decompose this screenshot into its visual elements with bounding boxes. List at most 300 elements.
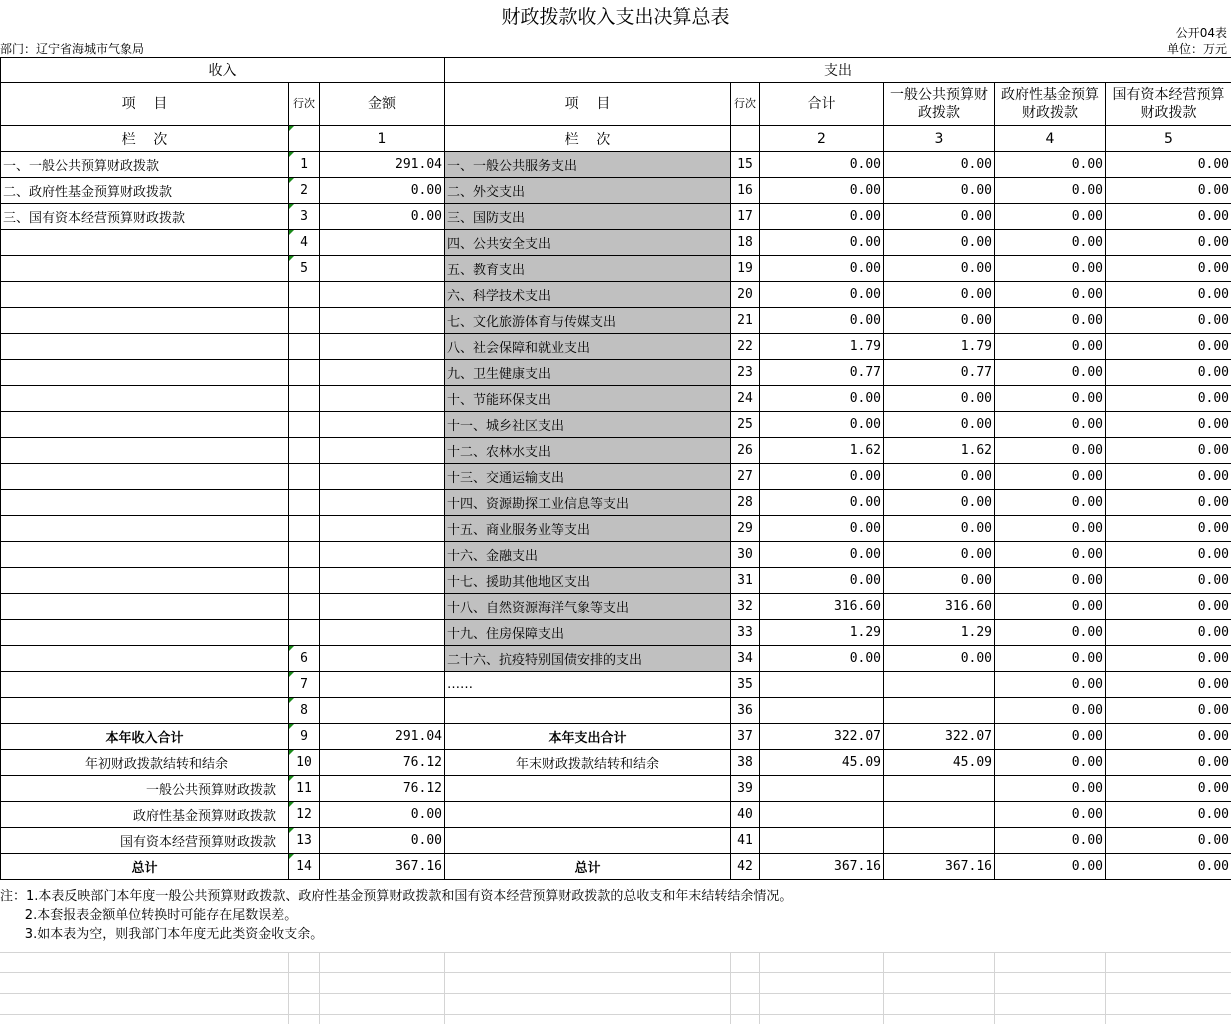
expense-state-capital: 0.00 <box>1106 854 1231 880</box>
summary-row <box>1 802 1231 828</box>
expense-rowno: 31 <box>731 568 760 594</box>
col4-label: 4 <box>995 126 1106 152</box>
income-amount <box>320 386 445 412</box>
expense-general-budget <box>884 672 995 698</box>
income-amount: 291.04 <box>320 152 445 178</box>
expense-rowno: 32 <box>731 594 760 620</box>
expense-item: 十八、自然资源海洋气象等支出 <box>445 594 731 620</box>
income-item: 年初财政拨款结转和结余 <box>1 750 289 776</box>
expense-general-budget: 0.00 <box>884 490 995 516</box>
empty-sheet-grid <box>0 952 1231 1024</box>
table-row <box>1 464 1231 490</box>
expense-item <box>445 802 731 828</box>
expense-state-capital: 0.00 <box>1106 828 1231 854</box>
expense-rowno: 15 <box>731 152 760 178</box>
expense-rowno: 30 <box>731 542 760 568</box>
total-header: 合计 <box>760 83 884 126</box>
income-amount <box>320 230 445 256</box>
table-row <box>1 360 1231 386</box>
expense-rowno: 29 <box>731 516 760 542</box>
expense-item: 二十六、抗疫特别国债安排的支出 <box>445 646 731 672</box>
expense-total <box>760 776 884 802</box>
expense-total: 0.00 <box>760 178 884 204</box>
expense-rowno: 42 <box>731 854 760 880</box>
income-amount <box>320 282 445 308</box>
expense-state-capital: 0.00 <box>1106 204 1231 230</box>
income-rowno: 4 <box>289 230 320 256</box>
expense-total: 0.00 <box>760 542 884 568</box>
income-item <box>1 360 289 386</box>
expense-gov-fund: 0.00 <box>995 828 1106 854</box>
expense-general-budget: 322.07 <box>884 724 995 750</box>
income-amount <box>320 490 445 516</box>
expense-rowno-header: 行次 <box>731 83 760 126</box>
expense-state-capital: 0.00 <box>1106 360 1231 386</box>
expense-item: 十九、住房保障支出 <box>445 620 731 646</box>
expense-rowno: 38 <box>731 750 760 776</box>
expense-total: 0.77 <box>760 360 884 386</box>
income-rowno: 3 <box>289 204 320 230</box>
expense-item: 本年支出合计 <box>445 724 731 750</box>
expense-total: 0.00 <box>760 490 884 516</box>
expense-state-capital: 0.00 <box>1106 698 1231 724</box>
expense-general-budget: 0.00 <box>884 230 995 256</box>
expense-total <box>760 828 884 854</box>
expense-state-capital: 0.00 <box>1106 542 1231 568</box>
expense-general-budget: 0.00 <box>884 178 995 204</box>
expense-item: 三、国防支出 <box>445 204 731 230</box>
table-row <box>1 386 1231 412</box>
expense-state-capital: 0.00 <box>1106 724 1231 750</box>
expense-item: 十二、农林水支出 <box>445 438 731 464</box>
expense-state-capital: 0.00 <box>1106 282 1231 308</box>
expense-item: 十四、资源勘探工业信息等支出 <box>445 490 731 516</box>
report-title: 财政拨款收入支出决算总表 <box>501 6 730 28</box>
table-row <box>1 334 1231 360</box>
expense-gov-fund: 0.00 <box>995 698 1106 724</box>
notes <box>0 887 792 944</box>
expense-general-budget: 0.00 <box>884 646 995 672</box>
income-item <box>1 568 289 594</box>
expense-general-budget: 0.00 <box>884 308 995 334</box>
table-row <box>1 646 1231 672</box>
income-item <box>1 230 289 256</box>
department-label: 部门：辽宁省海城市气象局 <box>0 42 145 56</box>
expense-item: 五、教育支出 <box>445 256 731 282</box>
table-row <box>1 542 1231 568</box>
summary-row <box>1 854 1231 880</box>
income-amount <box>320 464 445 490</box>
expense-total: 1.62 <box>760 438 884 464</box>
expense-state-capital: 0.00 <box>1106 490 1231 516</box>
income-rowno: 12 <box>289 802 320 828</box>
expense-general-budget: 0.00 <box>884 204 995 230</box>
col2-label: 2 <box>760 126 884 152</box>
income-rowno <box>289 594 320 620</box>
income-item: 国有资本经营预算财政拨款 <box>1 828 289 854</box>
expense-total: 0.00 <box>760 568 884 594</box>
income-rowno <box>289 542 320 568</box>
expense-state-capital: 0.00 <box>1106 308 1231 334</box>
expense-total <box>760 672 884 698</box>
income-amount: 291.04 <box>320 724 445 750</box>
table-row <box>1 230 1231 256</box>
expense-item: 总计 <box>445 854 731 880</box>
expense-state-capital: 0.00 <box>1106 256 1231 282</box>
expense-total: 0.00 <box>760 230 884 256</box>
expense-general-budget: 0.00 <box>884 412 995 438</box>
expense-state-capital: 0.00 <box>1106 152 1231 178</box>
expense-gov-fund: 0.00 <box>995 568 1106 594</box>
expense-total: 0.00 <box>760 412 884 438</box>
expense-item: 十六、金融支出 <box>445 542 731 568</box>
income-amount <box>320 542 445 568</box>
income-item <box>1 672 289 698</box>
income-item <box>1 620 289 646</box>
expense-gov-fund: 0.00 <box>995 334 1106 360</box>
income-item-header: 项 目 <box>1 83 289 126</box>
expense-total: 0.00 <box>760 464 884 490</box>
expense-rowno: 24 <box>731 386 760 412</box>
income-amount <box>320 568 445 594</box>
income-item <box>1 334 289 360</box>
summary-row <box>1 776 1231 802</box>
income-rowno <box>289 360 320 386</box>
income-header: 收入 <box>1 58 445 83</box>
expense-gov-fund: 0.00 <box>995 542 1106 568</box>
expense-general-budget: 1.62 <box>884 438 995 464</box>
table-row <box>1 308 1231 334</box>
expense-rowno: 28 <box>731 490 760 516</box>
expense-total: 0.00 <box>760 386 884 412</box>
expense-gov-fund: 0.00 <box>995 178 1106 204</box>
income-item <box>1 308 289 334</box>
expense-total: 316.60 <box>760 594 884 620</box>
expense-total: 1.29 <box>760 620 884 646</box>
note-line: 注：1.本表反映部门本年度一般公共预算财政拨款、政府性基金预算财政拨款和国有资本经营预算财政拨款的总收支和年末结转结余情况。 <box>0 889 793 904</box>
table-row <box>1 594 1231 620</box>
expense-state-capital: 0.00 <box>1106 334 1231 360</box>
table-row <box>1 620 1231 646</box>
income-rowno <box>289 308 320 334</box>
income-amount <box>320 360 445 386</box>
expense-total: 0.00 <box>760 256 884 282</box>
income-item <box>1 594 289 620</box>
expense-total: 45.09 <box>760 750 884 776</box>
expense-item: 二、外交支出 <box>445 178 731 204</box>
table-row <box>1 256 1231 282</box>
expense-state-capital: 0.00 <box>1106 230 1231 256</box>
income-rowno: 7 <box>289 672 320 698</box>
income-rowno <box>289 568 320 594</box>
expense-gov-fund: 0.00 <box>995 750 1106 776</box>
expense-item: 年末财政拨款结转和结余 <box>445 750 731 776</box>
expense-general-budget: 0.00 <box>884 516 995 542</box>
expense-state-capital: 0.00 <box>1106 802 1231 828</box>
table-row <box>1 412 1231 438</box>
income-item <box>1 386 289 412</box>
expense-rowno: 36 <box>731 698 760 724</box>
expense-total <box>760 698 884 724</box>
expense-state-capital: 0.00 <box>1106 776 1231 802</box>
expense-gov-fund: 0.00 <box>995 620 1106 646</box>
income-amount <box>320 646 445 672</box>
table-row <box>1 204 1231 230</box>
income-rowno: 9 <box>289 724 320 750</box>
expense-gov-fund: 0.00 <box>995 646 1106 672</box>
expense-state-capital: 0.00 <box>1106 620 1231 646</box>
expense-state-capital: 0.00 <box>1106 646 1231 672</box>
income-rowno <box>289 334 320 360</box>
expense-state-capital: 0.00 <box>1106 386 1231 412</box>
table-row <box>1 516 1231 542</box>
expense-gov-fund: 0.00 <box>995 490 1106 516</box>
expense-gov-fund: 0.00 <box>995 672 1106 698</box>
expense-gov-fund: 0.00 <box>995 360 1106 386</box>
expense-item: 十七、援助其他地区支出 <box>445 568 731 594</box>
expense-gov-fund: 0.00 <box>995 308 1106 334</box>
expense-state-capital: 0.00 <box>1106 412 1231 438</box>
expense-rowno: 16 <box>731 178 760 204</box>
income-rowno: 2 <box>289 178 320 204</box>
expense-gov-fund: 0.00 <box>995 386 1106 412</box>
income-rowno <box>289 412 320 438</box>
expense-gov-fund: 0.00 <box>995 464 1106 490</box>
column-label: 栏 次 <box>445 126 731 152</box>
income-rowno <box>289 464 320 490</box>
expense-total: 0.00 <box>760 152 884 178</box>
expense-rowno: 34 <box>731 646 760 672</box>
expense-gov-fund: 0.00 <box>995 204 1106 230</box>
budget-table <box>0 57 1231 880</box>
expense-general-budget: 0.00 <box>884 256 995 282</box>
table-row <box>1 178 1231 204</box>
expense-gov-fund: 0.00 <box>995 230 1106 256</box>
expense-rowno: 20 <box>731 282 760 308</box>
expense-total: 1.79 <box>760 334 884 360</box>
income-rowno: 6 <box>289 646 320 672</box>
income-rowno: 8 <box>289 698 320 724</box>
income-rowno: 13 <box>289 828 320 854</box>
expense-general-budget: 0.77 <box>884 360 995 386</box>
expense-rowno: 17 <box>731 204 760 230</box>
expense-gov-fund: 0.00 <box>995 802 1106 828</box>
income-amount: 0.00 <box>320 828 445 854</box>
expense-general-budget: 316.60 <box>884 594 995 620</box>
expense-general-budget <box>884 802 995 828</box>
income-rowno: 10 <box>289 750 320 776</box>
income-item: 政府性基金预算财政拨款 <box>1 802 289 828</box>
expense-rowno: 27 <box>731 464 760 490</box>
income-item: 一般公共预算财政拨款 <box>1 776 289 802</box>
summary-row <box>1 724 1231 750</box>
expense-item: 一、一般公共服务支出 <box>445 152 731 178</box>
income-rowno <box>289 620 320 646</box>
income-item <box>1 464 289 490</box>
unit-label: 单位：万元 <box>1166 42 1227 56</box>
expense-general-budget <box>884 776 995 802</box>
income-rowno <box>289 490 320 516</box>
expense-state-capital: 0.00 <box>1106 516 1231 542</box>
col3-label: 3 <box>884 126 995 152</box>
expense-gov-fund: 0.00 <box>995 854 1106 880</box>
expense-gov-fund: 0.00 <box>995 438 1106 464</box>
income-item <box>1 490 289 516</box>
expense-general-budget: 45.09 <box>884 750 995 776</box>
expense-state-capital: 0.00 <box>1106 568 1231 594</box>
expense-state-capital: 0.00 <box>1106 438 1231 464</box>
table-row <box>1 490 1231 516</box>
income-rowno: 14 <box>289 854 320 880</box>
summary-row <box>1 750 1231 776</box>
expense-total: 367.16 <box>760 854 884 880</box>
income-amount <box>320 698 445 724</box>
expense-rowno: 19 <box>731 256 760 282</box>
income-amount: 76.12 <box>320 776 445 802</box>
expense-state-capital: 0.00 <box>1106 750 1231 776</box>
expense-item: …… <box>445 672 731 698</box>
expense-item: 十五、商业服务业等支出 <box>445 516 731 542</box>
income-amount <box>320 334 445 360</box>
expense-item <box>445 698 731 724</box>
income-rowno <box>289 516 320 542</box>
expense-state-capital: 0.00 <box>1106 178 1231 204</box>
expense-rowno: 41 <box>731 828 760 854</box>
expense-total: 0.00 <box>760 516 884 542</box>
income-rowno <box>289 282 320 308</box>
income-amount <box>320 516 445 542</box>
income-item: 一、一般公共预算财政拨款 <box>1 152 289 178</box>
income-amount: 0.00 <box>320 802 445 828</box>
general-budget-header: 一般公共预算财政拨款 <box>884 83 995 126</box>
table-row <box>1 672 1231 698</box>
income-rowno: 1 <box>289 152 320 178</box>
income-item: 本年收入合计 <box>1 724 289 750</box>
income-amount <box>320 594 445 620</box>
expense-general-budget <box>884 698 995 724</box>
expense-total <box>760 802 884 828</box>
expense-rowno: 21 <box>731 308 760 334</box>
expense-general-budget: 1.29 <box>884 620 995 646</box>
column-label: 栏 次 <box>1 126 289 152</box>
income-item <box>1 542 289 568</box>
amount-header: 金额 <box>320 83 445 126</box>
income-amount: 0.00 <box>320 178 445 204</box>
table-row <box>1 152 1231 178</box>
income-rowno: 11 <box>289 776 320 802</box>
table-row <box>1 568 1231 594</box>
income-item <box>1 646 289 672</box>
expense-total: 0.00 <box>760 282 884 308</box>
expense-total: 322.07 <box>760 724 884 750</box>
expense-rowno: 26 <box>731 438 760 464</box>
expense-item: 八、社会保障和就业支出 <box>445 334 731 360</box>
expense-general-budget: 0.00 <box>884 568 995 594</box>
income-amount <box>320 412 445 438</box>
expense-item: 十、节能环保支出 <box>445 386 731 412</box>
blank-cell <box>289 126 320 152</box>
expense-rowno: 22 <box>731 334 760 360</box>
expense-state-capital: 0.00 <box>1106 672 1231 698</box>
expense-gov-fund: 0.00 <box>995 282 1106 308</box>
note-line: 2.本套报表金额单位转换时可能存在尾数误差。 <box>0 908 298 923</box>
expense-rowno: 18 <box>731 230 760 256</box>
expense-general-budget: 367.16 <box>884 854 995 880</box>
income-amount <box>320 256 445 282</box>
income-rowno: 5 <box>289 256 320 282</box>
expense-gov-fund: 0.00 <box>995 516 1106 542</box>
expense-item: 十三、交通运输支出 <box>445 464 731 490</box>
expense-general-budget: 0.00 <box>884 542 995 568</box>
expense-item-header: 项 目 <box>445 83 731 126</box>
state-capital-header: 国有资本经营预算财政拨款 <box>1106 83 1231 126</box>
expense-general-budget <box>884 828 995 854</box>
expense-state-capital: 0.00 <box>1106 464 1231 490</box>
note-line: 3.如本表为空，则我部门本年度无此类资金收支余。 <box>0 927 324 942</box>
expense-item: 九、卫生健康支出 <box>445 360 731 386</box>
expense-gov-fund: 0.00 <box>995 256 1106 282</box>
expense-gov-fund: 0.00 <box>995 776 1106 802</box>
income-item <box>1 256 289 282</box>
summary-row <box>1 828 1231 854</box>
expense-total: 0.00 <box>760 646 884 672</box>
income-rowno-header: 行次 <box>289 83 320 126</box>
income-item <box>1 282 289 308</box>
income-amount <box>320 308 445 334</box>
income-item <box>1 698 289 724</box>
form-code: 公开04表 <box>1175 26 1227 40</box>
expense-general-budget: 1.79 <box>884 334 995 360</box>
expense-item: 十一、城乡社区支出 <box>445 412 731 438</box>
blank-cell <box>731 126 760 152</box>
income-amount: 0.00 <box>320 204 445 230</box>
income-item <box>1 438 289 464</box>
expense-rowno: 33 <box>731 620 760 646</box>
income-item <box>1 412 289 438</box>
expense-state-capital: 0.00 <box>1106 594 1231 620</box>
income-amount: 76.12 <box>320 750 445 776</box>
income-amount <box>320 438 445 464</box>
expense-gov-fund: 0.00 <box>995 594 1106 620</box>
table-row <box>1 438 1231 464</box>
expense-general-budget: 0.00 <box>884 464 995 490</box>
income-amount: 367.16 <box>320 854 445 880</box>
expense-general-budget: 0.00 <box>884 152 995 178</box>
expense-total: 0.00 <box>760 308 884 334</box>
income-item: 总计 <box>1 854 289 880</box>
income-item: 二、政府性基金预算财政拨款 <box>1 178 289 204</box>
expense-item: 四、公共安全支出 <box>445 230 731 256</box>
expense-rowno: 37 <box>731 724 760 750</box>
expense-rowno: 25 <box>731 412 760 438</box>
expense-rowno: 39 <box>731 776 760 802</box>
table-row <box>1 282 1231 308</box>
expense-rowno: 35 <box>731 672 760 698</box>
income-item <box>1 516 289 542</box>
expense-header: 支出 <box>445 58 1231 83</box>
expense-gov-fund: 0.00 <box>995 152 1106 178</box>
expense-gov-fund: 0.00 <box>995 412 1106 438</box>
col5-label: 5 <box>1106 126 1231 152</box>
expense-general-budget: 0.00 <box>884 386 995 412</box>
expense-total: 0.00 <box>760 204 884 230</box>
expense-rowno: 23 <box>731 360 760 386</box>
col1-label: 1 <box>320 126 445 152</box>
table-row <box>1 698 1231 724</box>
income-rowno <box>289 438 320 464</box>
expense-item <box>445 776 731 802</box>
expense-item: 六、科学技术支出 <box>445 282 731 308</box>
